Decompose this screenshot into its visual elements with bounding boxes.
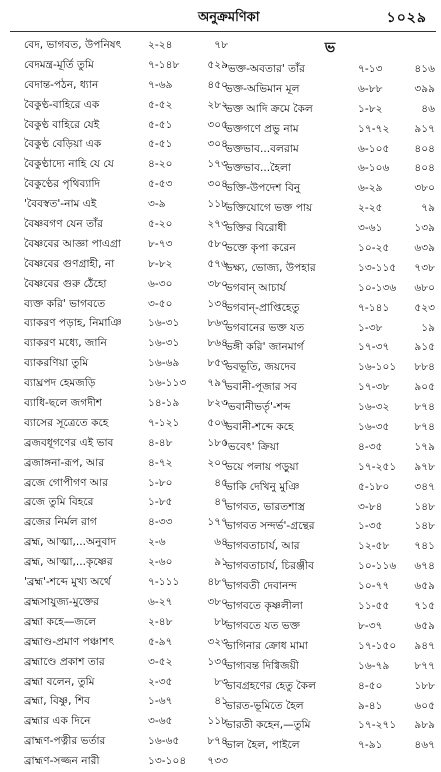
entry-reference: ৮-৩৭	[358, 619, 383, 632]
entry-page: ৪৫	[214, 476, 228, 489]
entry-reference: ৭-৬৯	[148, 78, 173, 91]
entry-page: ৬৫৯	[414, 580, 435, 593]
index-entry	[225, 100, 435, 120]
entry-term: ভগবান্-প্রাপ্তিহেতু	[225, 301, 300, 314]
index-entry	[24, 354, 234, 374]
index-entry	[225, 398, 435, 418]
entry-reference: ১৩-১১৫	[358, 261, 397, 274]
index-entry	[24, 692, 234, 712]
entry-term: বৈষ্ণবের আজ্ঞা পাএগ্রা	[24, 237, 121, 250]
entry-page: ২৭৩	[207, 218, 228, 231]
entry-reference: ১২-৫৮	[358, 540, 390, 553]
entry-reference: ১৬-৬৯	[148, 357, 180, 370]
entry-term: ব্রাহ্মণ-সজ্জন নারী	[24, 755, 100, 768]
entry-page: ৯১৭	[414, 122, 435, 135]
entry-page: ৭১৫	[414, 600, 435, 613]
entry-reference: ২-২৪	[148, 39, 173, 51]
index-entry	[225, 378, 435, 398]
index-entry	[225, 60, 435, 80]
entry-page: ৩৯৯	[414, 82, 435, 95]
entry-term: ভবানী-পূজার সব	[225, 381, 297, 394]
index-entry	[24, 175, 234, 195]
index-entry	[24, 76, 234, 96]
entry-term: ভাগবতাচার্য, চিরঞ্জীব	[225, 560, 315, 573]
entry-term: বৈষ্ণবের গুরু ঠেঁহো	[24, 277, 107, 290]
entry-reference: ৬-২৭	[148, 595, 173, 608]
entry-reference: ৩-৬১	[358, 222, 383, 235]
index-entry	[24, 255, 234, 275]
index-entry	[225, 617, 435, 637]
entry-reference: ৬-২৯	[358, 182, 383, 195]
index-entry	[24, 96, 234, 116]
index-entry	[24, 135, 234, 155]
index-entry	[225, 418, 435, 438]
entry-term: ভগবান্ আচার্য	[225, 281, 286, 294]
entry-reference: ৩-৬৫	[148, 715, 173, 728]
entry-reference: ৩-৮৪	[358, 500, 383, 513]
entry-term: ভক্তিযোগে ভক্ত পায়	[225, 202, 313, 215]
index-column-left	[24, 36, 234, 772]
entry-term: ভাল হৈল, পাইলে	[225, 739, 300, 752]
index-entry	[24, 752, 234, 772]
entry-term: ব্রহ্মাণ্ডে প্রকাশ তার	[24, 655, 105, 668]
entry-reference: ১৬-৩১	[148, 317, 180, 330]
entry-term: ভবানী-শব্দে কহে	[225, 421, 294, 434]
entry-page: ১৭৩	[207, 158, 228, 171]
entry-reference: ২-৩৫	[148, 675, 173, 688]
entry-page: ৯৭৮	[414, 460, 435, 473]
page-title: অনুক্রমণিকা	[198, 10, 260, 25]
entry-term: ব্রজবধূগণের এই ভাব	[24, 436, 114, 449]
index-entry	[225, 319, 435, 339]
entry-reference: ৪-৩৫	[358, 440, 383, 453]
entry-page: ২০০	[207, 456, 228, 469]
entry-term: 'ভবেৎ' ক্রিয়া	[225, 440, 280, 453]
entry-page: ৫২৯	[207, 58, 228, 71]
entry-reference: ৫-১৮০	[358, 480, 390, 493]
index-entry	[225, 557, 435, 577]
entry-term: ভক্তগণে প্রভু নাম	[225, 122, 299, 135]
index-entry	[24, 215, 234, 235]
entry-page: ৭৯	[421, 202, 435, 215]
entry-reference: ৭-১৪৮	[148, 58, 180, 71]
entry-reference: ১৬-১১৩	[148, 377, 187, 390]
index-entry	[24, 493, 234, 513]
index-entry	[24, 653, 234, 673]
entry-page: ৪১	[214, 695, 228, 708]
index-entry	[225, 299, 435, 319]
entry-reference: ২-২৫	[358, 202, 383, 215]
entry-reference: ৫-৯৭	[148, 635, 173, 648]
entry-term: ব্রহ্মাণ্ড-প্রমাণ পঞ্চাশৎ	[24, 635, 115, 648]
index-entry	[225, 517, 435, 537]
index-entry	[225, 159, 435, 179]
index-entry	[24, 732, 234, 752]
entry-term: ব্যাধি-ছলে জগদীশ	[24, 397, 103, 410]
entry-reference: ৪-৪৮	[148, 436, 173, 449]
entry-reference: ৪-৩৩	[148, 516, 173, 529]
entry-page: ৮৭৭	[414, 659, 435, 672]
index-entry	[225, 358, 435, 378]
entry-term: ব্রহ্মা বলেন, তুমি	[24, 675, 95, 688]
entry-term: 'ভক্ত-অবতার' তাঁর	[225, 63, 305, 75]
index-entry	[24, 553, 234, 573]
entry-reference: ৩-৯	[148, 198, 166, 211]
entry-term: ভক্ত-অভিমান মূল	[225, 82, 300, 95]
index-entry	[24, 613, 234, 633]
entry-page: ২৮২	[207, 98, 228, 111]
entry-page: ৭৮	[214, 39, 228, 51]
index-entry	[24, 573, 234, 593]
entry-page: ১৭৭	[207, 516, 228, 529]
entry-term: ভঙ্গী করি' জানমার্গ	[225, 341, 304, 354]
entry-page: ৮৮	[214, 615, 228, 628]
index-entry	[225, 478, 435, 498]
entry-reference: ১-৮০	[148, 476, 173, 489]
entry-page: ১৩৫	[207, 655, 228, 668]
entry-term: ভবভূতি, জয়দেব	[225, 361, 296, 374]
entry-page: ৬৭৪	[414, 560, 435, 573]
entry-reference: ১৬-৬৫	[148, 735, 180, 748]
entry-term: ব্রজাঙ্গনা-রূপ, আর	[24, 456, 105, 469]
entry-page: ৫৮০	[207, 237, 228, 250]
entry-page: ১৯	[421, 321, 435, 334]
index-entry	[225, 677, 435, 697]
entry-term: ভাগবত, ভারতশাস্ত্র	[225, 500, 305, 513]
index-entry	[225, 637, 435, 657]
entry-reference: ৩-৫২	[148, 655, 173, 668]
index-entry	[225, 657, 435, 677]
entry-page: ৪০৪	[414, 142, 435, 155]
entry-page: ৮২৩	[207, 397, 228, 410]
entry-page: ৭৪১	[414, 540, 435, 553]
entry-term: ভাগবতাচার্য, আর	[225, 540, 300, 553]
entry-page: ৮৩	[214, 675, 228, 688]
entry-reference: ৭-৯১	[358, 739, 383, 752]
entry-term: ভাগ্যবন্ত দিগ্বিজয়ী	[225, 659, 299, 672]
index-entry	[225, 199, 435, 219]
entry-page: ৫৭৬	[207, 257, 228, 270]
index-entry	[225, 338, 435, 358]
entry-reference: ১-৮৫	[148, 496, 173, 509]
entry-term: 'বৈবস্বত'-নাম এই	[24, 198, 97, 211]
entry-reference: ১৭-৩৮	[358, 381, 390, 394]
entry-term: ভগবানের ভক্ত যত	[225, 321, 305, 334]
entry-term: 'ভবানীভর্তৃ'-শব্দ	[225, 401, 291, 414]
index-entry	[225, 736, 435, 756]
index-column-right	[225, 36, 435, 756]
index-entry	[24, 513, 234, 533]
entry-reference: ১৬-৭৯	[358, 659, 390, 672]
entry-page: ৯৮৯	[414, 719, 435, 732]
entry-reference: ৬-১০৫	[358, 142, 390, 155]
entry-reference: ৪-২০	[148, 158, 173, 171]
entry-term: ব্যাকরণ পড়াহ, নিমাঞি	[24, 317, 122, 330]
entry-reference: ৫-৫২	[148, 98, 173, 111]
entry-reference: ১-৬৭	[148, 695, 173, 708]
entry-page: ৭৯৭	[207, 377, 228, 390]
index-entry	[24, 454, 234, 474]
entry-term: ভক্তির বিরোধী	[225, 222, 287, 235]
entry-term: ভারত-ভূমিতে হৈল	[225, 699, 304, 712]
entry-reference: ১৭-৭২	[358, 122, 390, 135]
entry-reference: ৩-৫০	[148, 297, 173, 310]
entry-page: ৮৭৪	[207, 735, 228, 748]
entry-reference: ৪-৭২	[148, 456, 173, 469]
entry-term: ব্রহ্মা, বিষ্ণু, শিব	[24, 695, 91, 708]
section-heading: ভ	[324, 40, 336, 56]
entry-term: ভাগবত সন্দর্ভ'-গ্রন্থের	[225, 520, 315, 533]
entry-term: ব্রাহ্মণ-পত্নীর ভর্তার	[24, 735, 106, 748]
index-entry	[225, 279, 435, 299]
entry-term: বৈকুণ্ঠ বাহিরে যেই	[24, 118, 100, 131]
index-entry	[24, 633, 234, 653]
entry-page: ৪৮৭	[207, 576, 228, 589]
index-entry	[24, 275, 234, 295]
entry-term: ব্রহ্মার এক দিনে	[24, 715, 91, 728]
entry-page: ১৮৫	[207, 436, 228, 449]
entry-page: ১৮৮	[414, 679, 435, 692]
index-entry	[225, 716, 435, 736]
entry-reference: ১১-৫৫	[358, 600, 390, 613]
index-entry	[225, 179, 435, 199]
entry-page: ৭৩৮	[414, 261, 435, 274]
entry-term: ব্যাসের সূত্রেতে কহে	[24, 416, 109, 429]
entry-reference: ১০-৭৭	[358, 580, 390, 593]
entry-page: ৩২৩	[207, 635, 228, 648]
entry-page: ৬৮০	[414, 281, 435, 294]
index-entry	[24, 295, 234, 315]
entry-term: ভাবগ্রহণের হেতু কৈল	[225, 679, 316, 692]
entry-page: ১১৮	[207, 715, 228, 728]
index-entry	[24, 593, 234, 613]
page-number: ১০২৯	[386, 10, 427, 26]
entry-page: ৬০৫	[414, 699, 435, 712]
entry-reference: ১৬-৩১	[148, 337, 180, 350]
index-entry	[225, 498, 435, 518]
entry-page: ৮৬৩	[207, 317, 228, 330]
entry-page: ৩৮০	[207, 595, 228, 608]
entry-term: ব্যক্ত করি' ভাগবতে	[24, 297, 106, 310]
entry-term: ব্যাঘ্রপদ হেমজড়ি	[24, 377, 96, 390]
entry-page: ৪৭	[214, 496, 228, 509]
entry-page: ১৪৮	[414, 500, 435, 513]
index-entry	[24, 36, 234, 56]
entry-term: ব্রহ্ম, আত্মা,...অনুবাদ	[24, 536, 117, 549]
entry-term: ভয়ে পলায় পড়ুয়া	[225, 460, 299, 473]
entry-page: ৮৫৩	[207, 357, 228, 370]
index-entry	[24, 374, 234, 394]
index-entry	[24, 712, 234, 732]
index-entry	[24, 673, 234, 693]
index-entry	[24, 474, 234, 494]
entry-term: বৈকুণ্ঠের পৃথিব্যাদি	[24, 178, 101, 191]
entry-page: ৩৮০	[414, 182, 435, 195]
entry-page: ১৪৮	[414, 520, 435, 533]
entry-reference: ১-৩৮	[358, 321, 383, 334]
entry-term: বেদমন্ত্র-মূর্তি তুমি	[24, 58, 94, 71]
entry-term: ব্রহ্মসাযুজ্য-মুক্তের	[24, 595, 99, 608]
index-entry	[24, 235, 234, 255]
entry-reference: ২-৬	[148, 536, 166, 549]
entry-page: ৫২৩	[414, 301, 435, 314]
entry-page: ১১৮	[207, 198, 228, 211]
index-entry	[225, 458, 435, 478]
index-entry	[24, 533, 234, 553]
entry-term: ভক্তে কৃপা করেন	[225, 242, 296, 255]
entry-page: ১৩৪	[207, 297, 228, 310]
entry-page: ৮৭৪	[414, 421, 435, 434]
index-entry	[24, 394, 234, 414]
index-entry	[24, 434, 234, 454]
index-entry	[225, 577, 435, 597]
index-entry	[225, 120, 435, 140]
entry-page: ৭৩৩	[207, 755, 228, 768]
page-header	[0, 6, 441, 30]
index-entry	[225, 597, 435, 617]
entry-page: ৩০৪	[207, 178, 228, 191]
entry-reference: ১০-১৩৬	[358, 281, 397, 294]
entry-reference: ১৩-১০৪	[148, 755, 187, 768]
entry-reference: ১০-২৫	[358, 242, 390, 255]
entry-term: বৈষ্ণবের গুণগ্রাহী, না	[24, 257, 115, 270]
index-entry	[24, 414, 234, 434]
entry-page: ৯০৫	[414, 381, 435, 394]
entry-page: ৬৫৯	[414, 619, 435, 632]
entry-term: বৈকুণ্ঠাদ্যে নাহি যে যে	[24, 158, 114, 171]
entry-term: ব্যাকরণিয়া তুমি	[24, 357, 89, 370]
index-entry	[24, 155, 234, 175]
entry-term: ব্রহ্মা কহে—জলে	[24, 615, 97, 628]
entry-term: ভাগিনার ক্রোধ মামা	[225, 639, 308, 652]
entry-term: ভক্তি-উপদেশ বিনু	[225, 182, 301, 195]
entry-term: ভারতী কহেন,—তুমি	[225, 719, 311, 732]
header-divider	[10, 31, 436, 32]
entry-reference: ৬-১০৬	[358, 162, 390, 175]
entry-reference: ৬-৩০	[148, 277, 173, 290]
entry-page: ৯১	[214, 556, 228, 569]
entry-reference: ১-৮২	[358, 102, 383, 115]
entry-page: ৬৩৯	[414, 242, 435, 255]
entry-term: ভক্তভাব...বলরাম	[225, 142, 299, 155]
entry-reference: ৭-১৪১	[358, 301, 390, 314]
entry-term: ভাকি দেখিনু মুঞি	[225, 480, 300, 493]
entry-reference: ৫-২০	[148, 218, 173, 231]
entry-reference: ১৭-১৫০	[358, 639, 397, 652]
entry-reference: ১৭-২৭১	[358, 719, 397, 732]
entry-page: ৪৫০	[207, 78, 228, 91]
entry-term: ভক্তভাব...হৈলা	[225, 162, 291, 175]
entry-reference: ৮-৭৩	[148, 237, 173, 250]
entry-page: ৩০৪	[207, 138, 228, 151]
index-entry	[225, 537, 435, 557]
entry-reference: ৫-৫৩	[148, 178, 173, 191]
entry-reference: ৪-৫০	[358, 679, 383, 692]
entry-page: ৪০৪	[414, 162, 435, 175]
entry-reference: ১৪-১৯	[148, 397, 180, 410]
entry-page: ৯১৫	[414, 341, 435, 354]
index-entry	[225, 697, 435, 717]
entry-term: ভক্ষ্য, ভোজ্য, উপহার	[225, 261, 316, 274]
entry-term: বৈকুণ্ঠ-বাহিরে এক	[24, 98, 100, 111]
entry-term: ব্রজে গোপীগণ আর	[24, 476, 109, 489]
entry-reference: ১৬-১০১	[358, 361, 397, 374]
entry-reference: ২-৪৮	[148, 615, 173, 628]
entry-reference: ৫-৫১	[148, 118, 173, 131]
entry-page: ১৩৯	[414, 222, 435, 235]
entry-reference: ১৬-৩৫	[358, 421, 390, 434]
entry-page: ৪৬	[421, 102, 435, 115]
index-entry	[225, 259, 435, 279]
index-entry	[225, 80, 435, 100]
index-entry	[225, 438, 435, 458]
entry-page: ৩৮০	[207, 277, 228, 290]
entry-reference: ৯-৪১	[358, 699, 383, 712]
entry-page: ৪১৬	[414, 63, 435, 75]
entry-term: ভক্ত আদি ক্রমে কৈল	[225, 102, 313, 115]
entry-reference: ২-৬০	[148, 556, 173, 569]
entry-term: 'ব্রহ্ম'-শব্দে মুখ্য অর্থে	[24, 576, 111, 589]
index-entry	[24, 116, 234, 136]
index-entry	[24, 334, 234, 354]
entry-reference: ১৭-২৫১	[358, 460, 397, 473]
entry-page: ৯৪৭	[414, 639, 435, 652]
entry-page: ৩৪৭	[414, 480, 435, 493]
entry-reference: ১৬-৩২	[358, 401, 390, 414]
entry-reference: ৬-৮৮	[358, 82, 383, 95]
entry-page: ৮৮৪	[414, 361, 435, 374]
entry-term: ভাগবতে কৃষ্ণলীলা	[225, 600, 303, 613]
entry-term: ব্যাকরণ মধ্যে, জানি	[24, 337, 107, 350]
entry-page: ৩০৫	[207, 118, 228, 131]
entry-reference: ৭-১২১	[148, 416, 180, 429]
entry-reference: ১৭-৩৭	[358, 341, 390, 354]
index-entry	[225, 239, 435, 259]
entry-page: ৮৬৪	[207, 337, 228, 350]
index-entry	[225, 219, 435, 239]
entry-term: ব্রজের নির্মল রাগ	[24, 516, 97, 529]
entry-reference: ৫-৫১	[148, 138, 173, 151]
entry-page: ৮৭৪	[414, 401, 435, 414]
entry-page: ১৭৯	[414, 440, 435, 453]
entry-page: ৫০৬	[207, 416, 228, 429]
entry-term: বেদান্ত-পঠন, ধ্যান	[24, 78, 99, 91]
index-entry	[225, 140, 435, 160]
entry-page: ৬৪	[214, 536, 228, 549]
entry-page: ৪৬৭	[414, 739, 435, 752]
entry-reference: ৮-৮২	[148, 257, 173, 270]
entry-term: বৈকুণ্ঠ বেড়িয়া এক	[24, 138, 102, 151]
entry-term: ভাগবতে যত ভক্ত	[225, 619, 300, 632]
index-entry	[24, 56, 234, 76]
entry-term: ভাগবতী দেবানন্দ	[225, 580, 297, 593]
entry-term: বৈষ্ণবগণ যেন তাঁর	[24, 218, 103, 231]
entry-reference: ৭-১৩	[358, 63, 383, 75]
entry-reference: ৭-১১১	[148, 576, 180, 589]
entry-reference: ১০-১১৬	[358, 560, 397, 573]
entry-term: বেদ, ভাগবত, উপনিষৎ	[24, 39, 122, 51]
entry-term: ব্রজে তুমি বিহরে	[24, 496, 94, 509]
index-entry	[24, 195, 234, 215]
entry-term: ব্রহ্ম, আত্মা,...কৃষ্ণের	[24, 556, 113, 569]
entry-reference: ১-৩৫	[358, 520, 383, 533]
index-entry	[24, 314, 234, 334]
